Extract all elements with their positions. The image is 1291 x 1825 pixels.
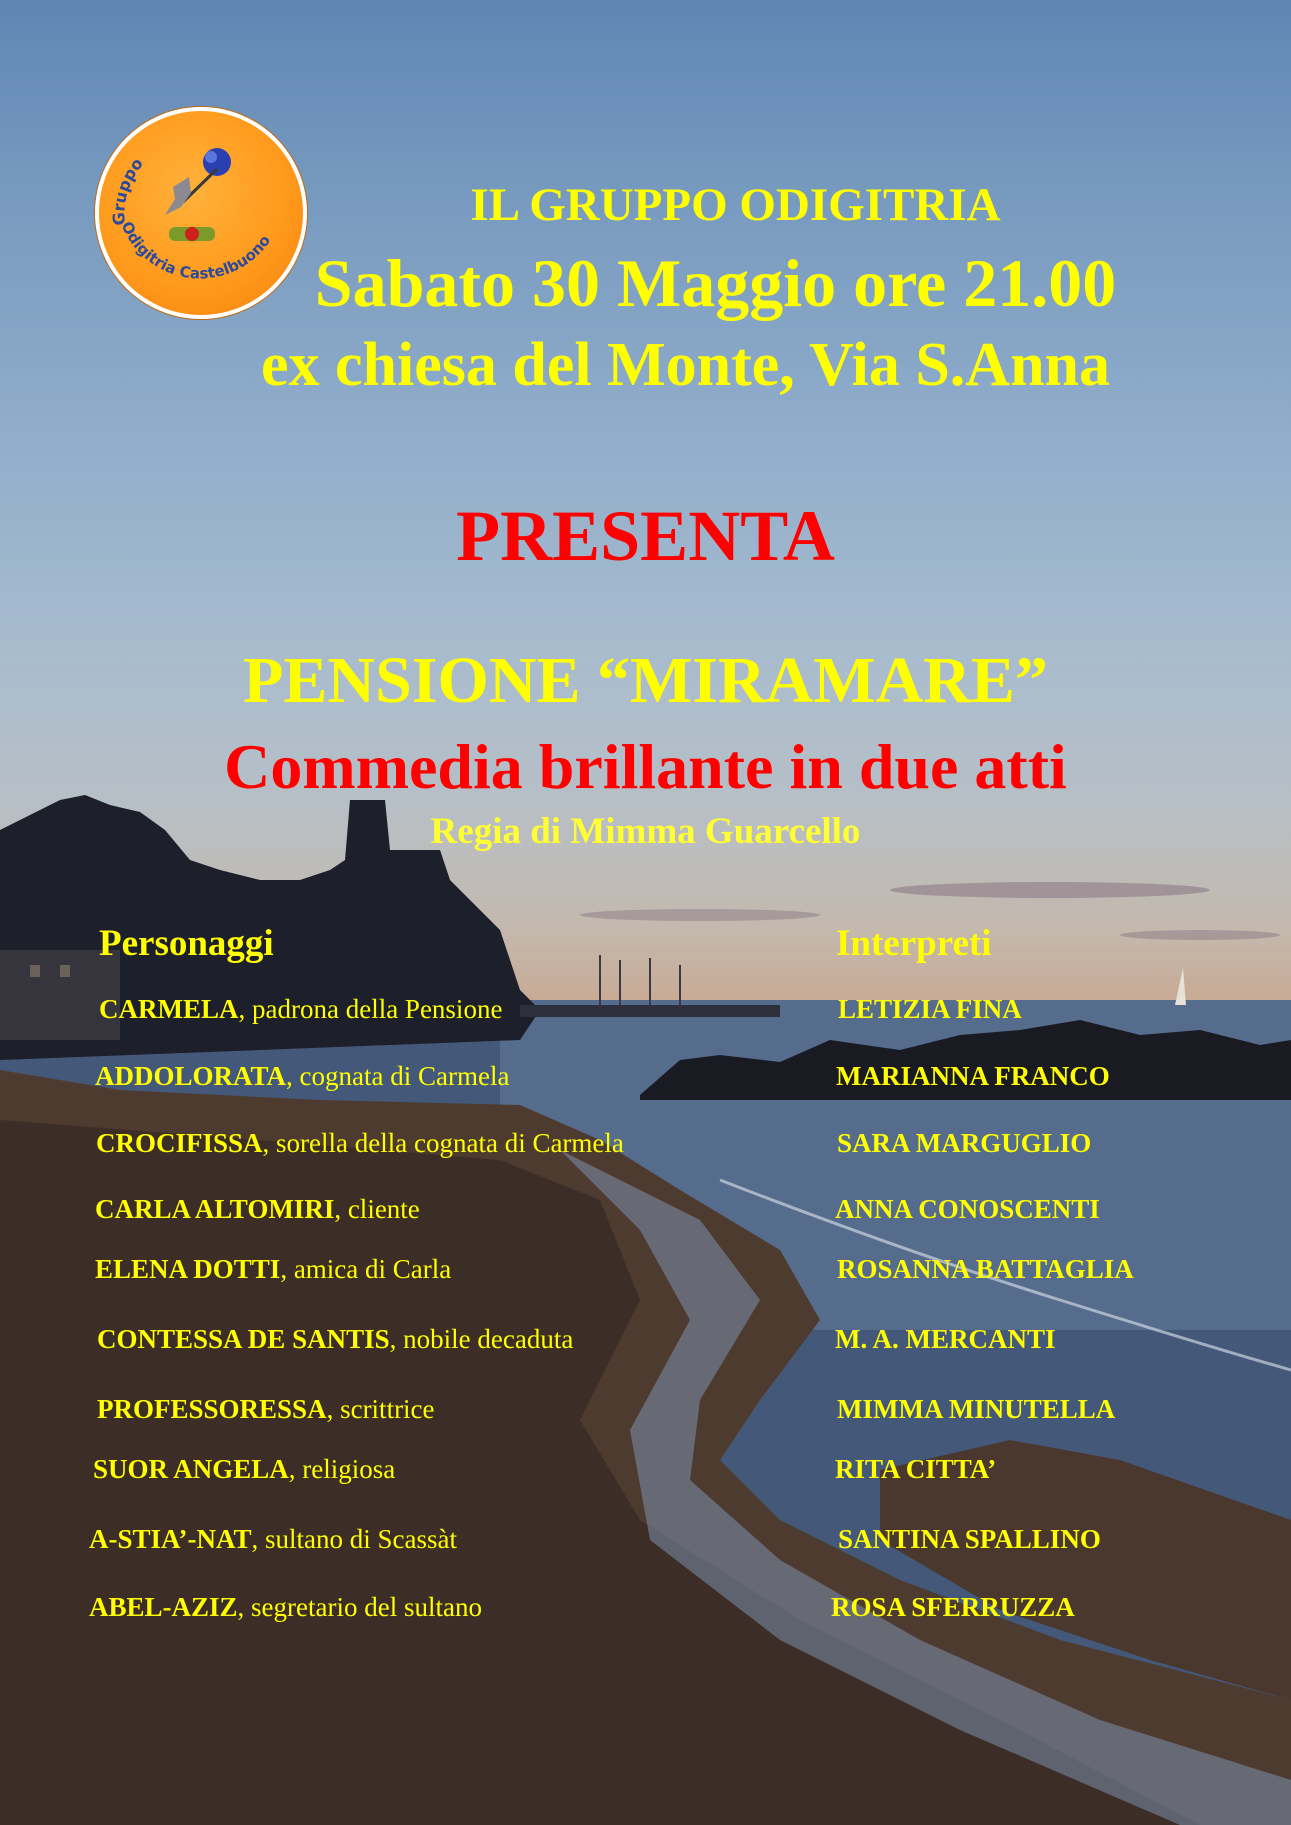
show-subtitle: Commedia brillante in due atti (224, 731, 1067, 802)
role-description: , religiosa (288, 1454, 396, 1484)
role-name: CARMELA (99, 994, 239, 1024)
cast-row-actor: SARA MARGUGLIO (837, 1128, 1092, 1158)
logo-text-bottom: Odigitria Castelbuono (117, 218, 275, 283)
event-venue: ex chiesa del Monte, Via S.Anna (260, 331, 1111, 399)
cast-row-role (97, 1394, 435, 1425)
presenta-heading: PRESENTA (456, 496, 835, 576)
role-description: , padrona della Pensione (238, 994, 503, 1024)
cast-row-role (96, 1128, 624, 1159)
role-name: SUOR ANGELA (93, 1454, 289, 1484)
cast-row-actor: LETIZIA FINA (838, 994, 1022, 1024)
cast-row-role (95, 1194, 420, 1225)
cast-row-role (95, 1254, 451, 1285)
show-title: PENSIONE “MIRAMARE” (243, 644, 1048, 717)
role-description: , nobile decaduta (389, 1324, 574, 1354)
role-name: ELENA DOTTI (95, 1254, 281, 1284)
role-name: CONTESSA DE SANTIS (97, 1324, 390, 1354)
role-description: , sorella della cognata di Carmela (262, 1128, 624, 1158)
role-name: CROCIFISSA (96, 1128, 263, 1158)
event-date-time: Sabato 30 Maggio ore 21.00 (314, 245, 1117, 321)
cast-row-actor: ANNA CONOSCENTI (835, 1194, 1100, 1224)
role-description: , sultano di Scassàt (251, 1524, 457, 1554)
cast-row-role (89, 1592, 482, 1623)
show-director: Regia di Mimma Guarcello (430, 811, 861, 852)
cast-row-actor: ROSA SFERRUZZA (831, 1592, 1075, 1622)
cast-row-role (95, 1061, 509, 1092)
cast-row-actor: MARIANNA FRANCO (836, 1061, 1110, 1091)
cast-row-role (93, 1454, 395, 1485)
role-name: A-STIA’-NAT (89, 1524, 252, 1554)
role-description: , cliente (334, 1194, 420, 1224)
role-description: , segretario del sultano (237, 1592, 482, 1622)
rose-icon (203, 148, 231, 176)
cast-row-actor: RITA CITTA’ (835, 1454, 997, 1484)
cast-row-actor: SANTINA SPALLINO (838, 1524, 1101, 1554)
cast-row-actor: MIMMA MINUTELLA (837, 1394, 1116, 1424)
cast-row-role (97, 1324, 573, 1355)
cast-row-role (99, 994, 502, 1025)
role-description: , scrittrice (326, 1394, 435, 1424)
actors-heading: Interpreti (836, 923, 992, 964)
group-name: IL GRUPPO ODIGITRIA (470, 179, 1001, 231)
cast-row-actor: ROSANNA BATTAGLIA (837, 1254, 1134, 1284)
role-name: CARLA ALTOMIRI (95, 1194, 335, 1224)
logo-text-top: Gruppo (109, 154, 147, 226)
cast-row-role (89, 1524, 457, 1555)
role-name: ADDOLORATA (95, 1061, 287, 1091)
role-name: ABEL-AZIZ (89, 1592, 238, 1622)
role-description: , amica di Carla (280, 1254, 452, 1284)
roles-heading: Personaggi (99, 923, 274, 964)
cast-row-actor: M. A. MERCANTI (835, 1324, 1056, 1354)
role-name: PROFESSORESSA (97, 1394, 327, 1424)
role-description: , cognata di Carmela (286, 1061, 510, 1091)
